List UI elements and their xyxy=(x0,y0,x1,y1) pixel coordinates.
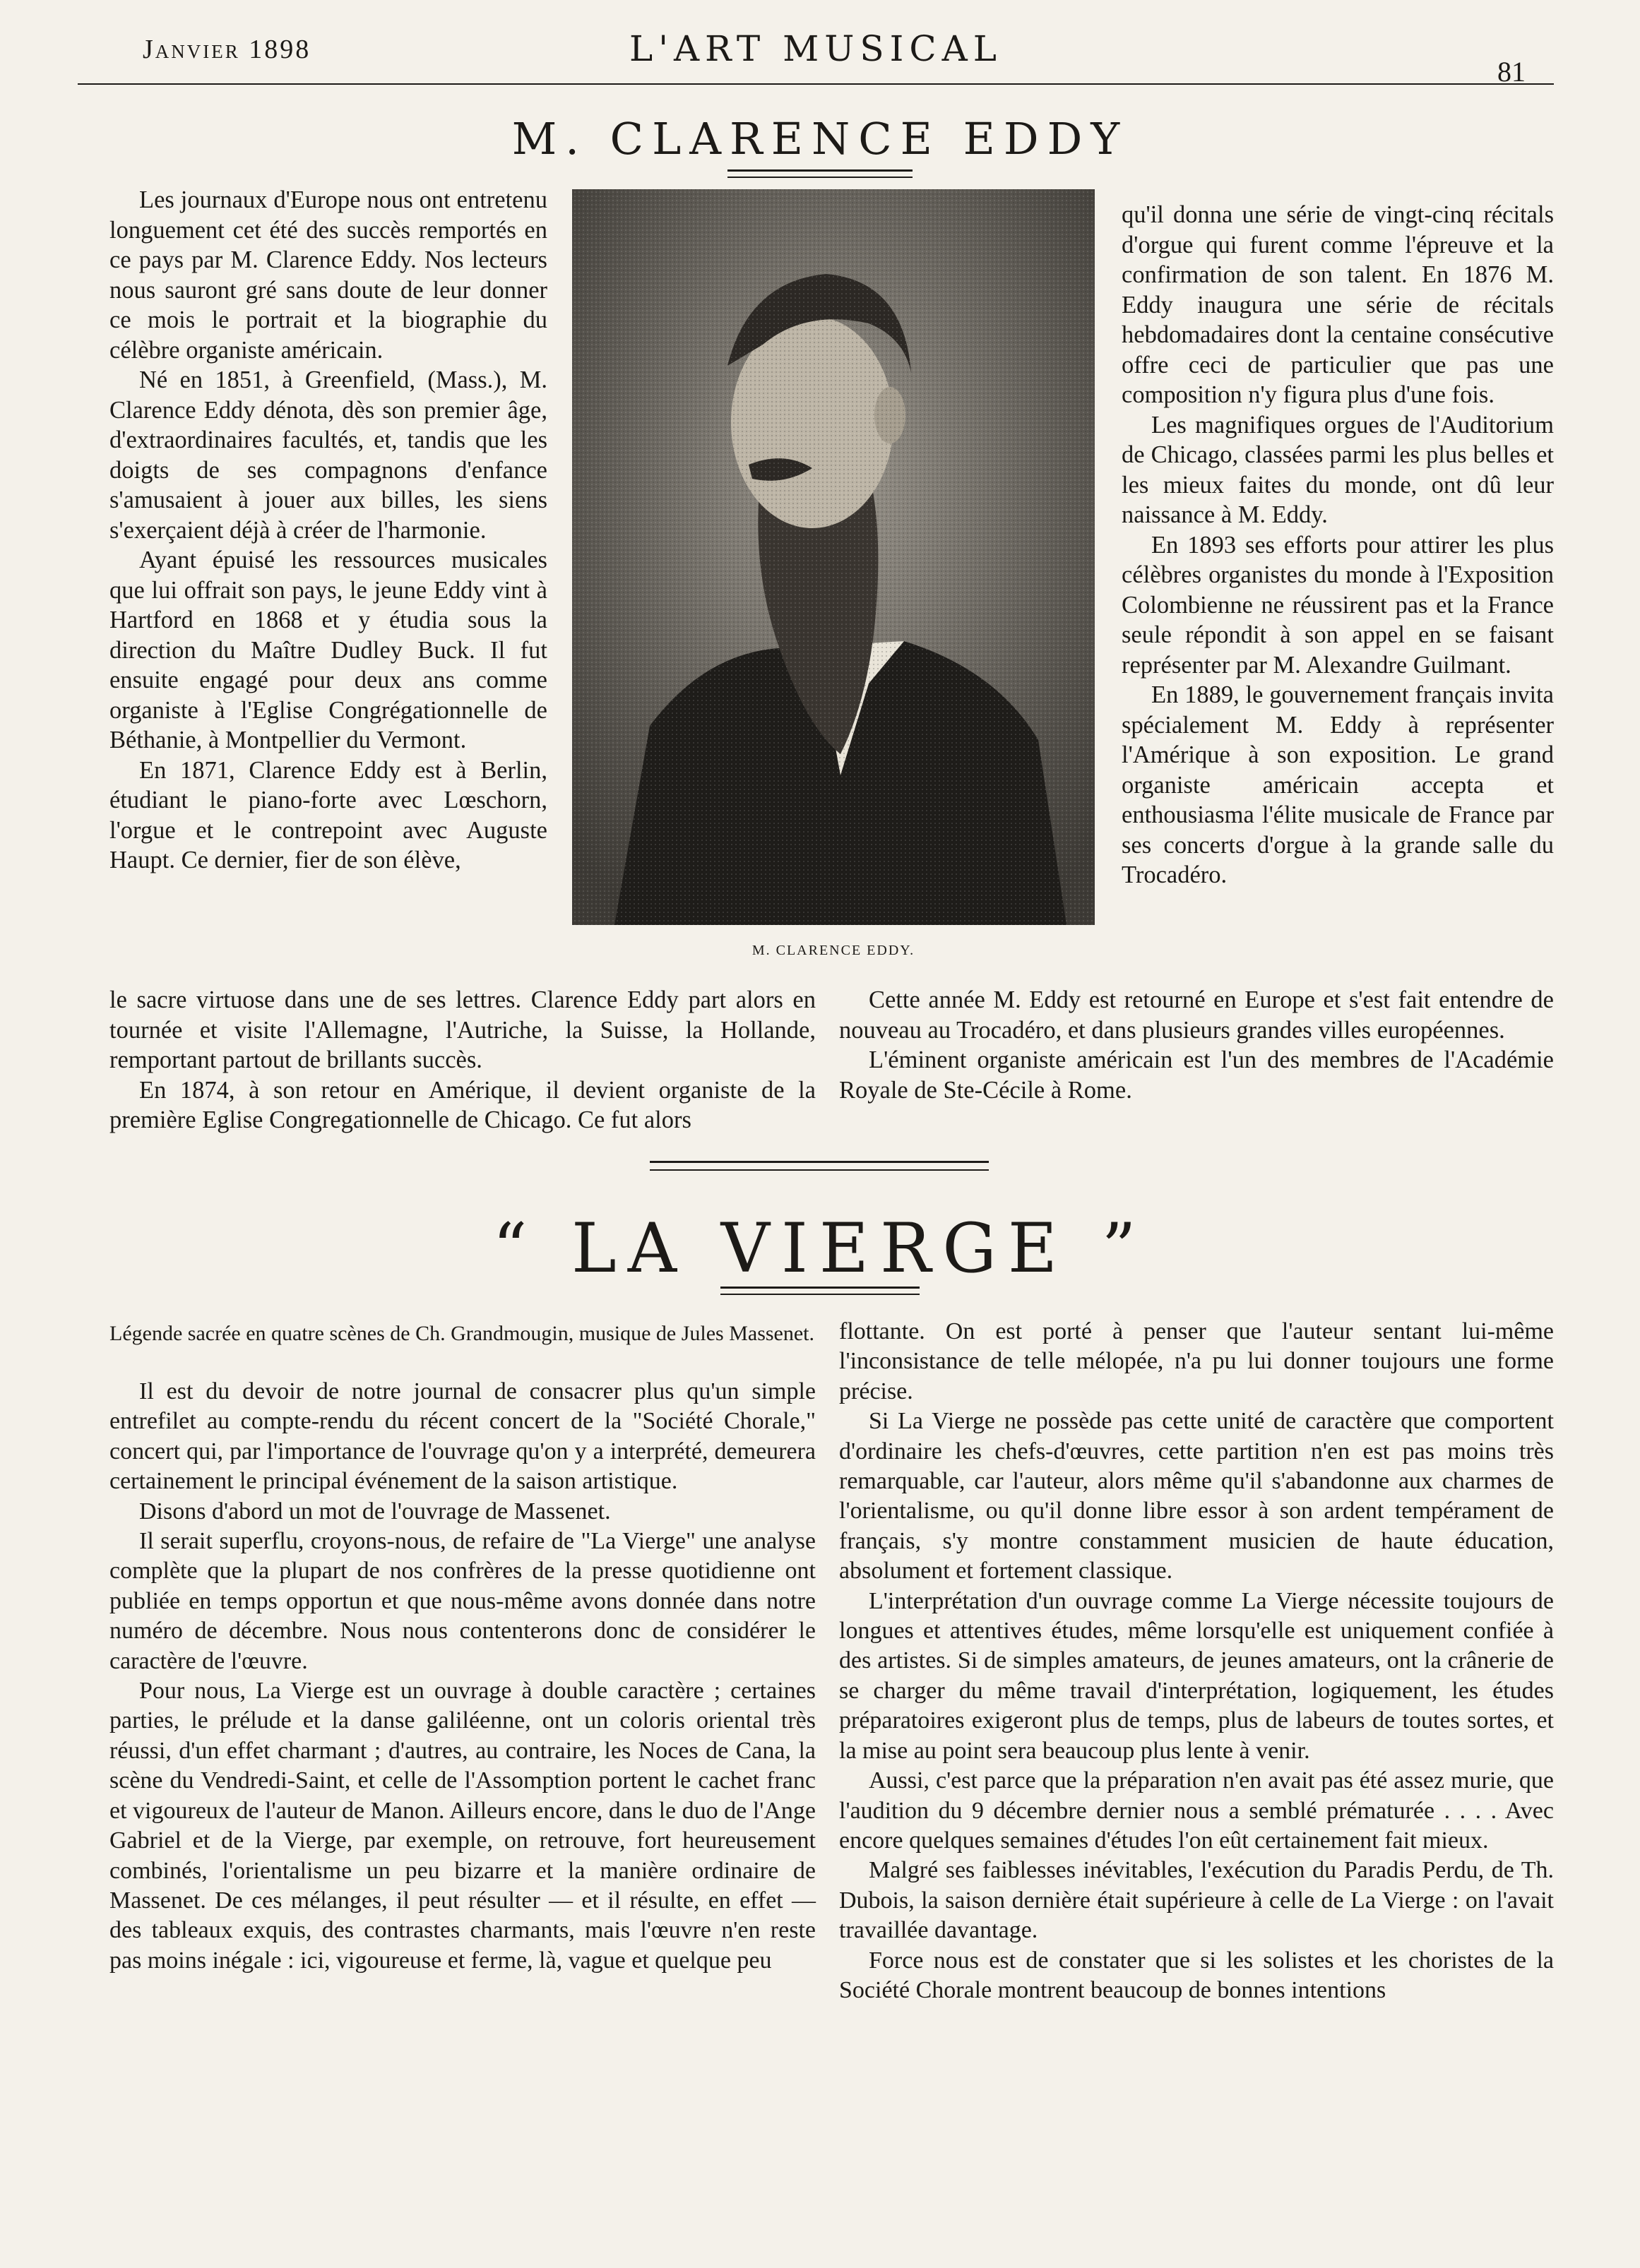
paragraph: En 1871, Clarence Eddy est à Berlin, étudiant le piano-forte avec Lœschorn, l'orgue et le contrepoint avec Auguste Haupt. Ce dernier, fier de son élève, xyxy=(109,756,547,873)
paragraph: Disons d'abord un mot de l'ouvrage de Massenet. xyxy=(139,1498,611,1524)
portrait-image xyxy=(572,189,1095,925)
paragraph: Cette année M. Eddy est retourné en Europe et s'est fait entendre de nouveau au Trocadéro, et dans plusieurs grandes villes européennes. xyxy=(839,986,1554,1044)
paragraph: Aussi, c'est parce que la préparation n'en avait pas été assez murie, que l'audition du 9 décembre dernier nous a semblé prématurée . . . . Avec encore quelques semaines d'études l'on eût certainement fait mieux. xyxy=(839,1767,1554,1854)
paragraph: Pour nous, La Vierge est un ouvrage à double caractère ; certaines parties, le prélude et la danse galiléenne, ont un coloris oriental très réussi, d'un effet charmant ; d'autres, au contraire, les Noces de Cana, la scène du Vendredi-Saint, et celle de l'Assomption portent le cachet franc et vigoureux de l'auteur de Manon. Ailleurs encore, dans le duo de l'Ange Gabriel et de la Vierge, par exemple, on retrouve, fort heureusement combinés, l'orientalisme un peu bizarre et la manière ordinaire de Massenet. De ces mélanges, il peut résulter — et il résulte, en effet — des tableaux exquis, des contrastes charmants, mais l'œuvre n'en reste pas moins inégale : ici, vigoureuse et ferme, là, vague et quelque peu xyxy=(109,1678,816,1974)
paragraph: Né en 1851, à Greenfield, (Mass.), M. Clarence Eddy dénota, dès son premier âge, d'extraordinaires facultés, et, tandis que les doigts de ses compagnons d'enfance s'amusaient à jouer aux billes, les siens s'exerçaient déjà à créer de l'harmonie. xyxy=(109,366,547,544)
paragraph: En 1893 ses efforts pour attirer les plus célèbres organistes du monde à l'Exposition Colombienne ne réussirent pas et la France seule répondit à son appel en se faisant représenter par M. Alexandre Guilmant. xyxy=(1122,531,1554,679)
article-subtitle: Légende sacrée en quatre scènes de Ch. Grandmougin, musique de Jules Massenet. xyxy=(109,1322,815,1345)
paragraph: qu'il donna une série de vingt-cinq récitals d'orgue qui furent comme l'épreuve et la confirmation de son talent. En 1876 M. Eddy inaugura une série de récitals hebdomadaires dont la centaine consécutive offre ceci de particulier que pas une composition n'y figura plus d'une fois. xyxy=(1122,201,1554,408)
issue-date: Janvier 1898 xyxy=(143,35,311,64)
paragraph: Ayant épuisé les ressources musicales que lui offrait son pays, le jeune Eddy vint à Hartford en 1868 et y étudia sous la direction du Maître Dudley Buck. Il fut ensuite engagé pour deux ans comme organiste à l'Eglise Congrégationnelle de Béthanie, à Montpellier du Vermont. xyxy=(109,547,547,753)
title2-rule-bottom xyxy=(720,1294,920,1295)
paragraph: Les magnifiques orgues de l'Auditorium de Chicago, classées parmi les plus belles et les mieux faites du monde, ont dû leur naissance à M. Eddy. xyxy=(1122,411,1554,528)
page-number: 81 xyxy=(1497,56,1526,88)
article-title-eddy: M. CLARENCE EDDY xyxy=(511,113,1129,165)
title-rule-bottom xyxy=(727,177,913,178)
eddy-bottom-right xyxy=(839,985,1554,1105)
paragraph: le sacre virtuose dans une de ses lettres. Clarence Eddy part alors en tournée et visite l'Allemagne, l'Autriche, la Suisse, la Hollande, remportant partout de brillants succès. xyxy=(109,986,816,1073)
paragraph: En 1889, le gouvernement français invita spécialement M. Eddy à représenter l'Amérique à son exposition. Le grand organiste américain accepta et enthousiasma l'élite musicale de France par ses concerts d'orgue à la grande salle du Trocadéro. xyxy=(1122,681,1554,888)
title-rule-top xyxy=(727,169,913,172)
eddy-right-column xyxy=(1122,200,1554,890)
paragraph: flottante. On est porté à penser que l'auteur sentant lui-même l'inconsistance de telle mélopée, n'a pu lui donner toujours une forme précise. xyxy=(839,1318,1554,1404)
running-header xyxy=(78,27,1554,88)
article-title-la-vierge: “ LA VIERGE ” xyxy=(492,1209,1148,1288)
vierge-left-column xyxy=(109,1377,816,1976)
header-rule xyxy=(78,83,1554,85)
section-divider-top xyxy=(650,1161,989,1163)
section-divider-bottom xyxy=(650,1169,989,1171)
portrait-clarence-eddy xyxy=(572,189,1095,925)
paragraph: L'interprétation d'un ouvrage comme La Vierge nécessite toujours de longues et attentives études, même lorsqu'elle est uniquement confiée à des artistes. Si de simples amateurs, de jeunes amateurs, ont la crânerie de se charger du même travail d'interprétation, logiquement, les études préparatoires exigeront plus de temps, plus de labeurs de toutes sortes, et la mise au point sera beaucoup plus lente à venir. xyxy=(839,1587,1554,1764)
paragraph: Il est du devoir de notre journal de consacrer plus qu'un simple entrefilet au compte-rendu du récent concert de la "Société Chorale," concert qui, par l'importance de l'ouvrage qu'on y a interprété, demeurera certainement le principal événement de la saison artistique. xyxy=(109,1378,816,1495)
paragraph: Il serait superflu, croyons-nous, de refaire de "La Vierge" une analyse complète que la plupart de nos confrères de la presse quotidienne ont publiée en temps opportun et que nous-même avons donnée dans notre numéro de décembre. Nous nous contenterons donc de considérer le caractère de l'œuvre. xyxy=(109,1528,816,1674)
masthead-title: L'ART MUSICAL xyxy=(629,28,1002,69)
paragraph: Si La Vierge ne possède pas cette unité de caractère que comportent d'ordinaire les chefs-d'œuvres, cette partition n'en est pas moins très remarquable, car l'auteur, alors même qu'il s'abandonne aux charmes de l'orientalisme, ou qu'il donne libre essor à son ardent tempérament de français, s'y montre constamment musicien de haute éducation, absolument et fortement classique. xyxy=(839,1408,1554,1584)
vierge-right-column xyxy=(839,1317,1554,2005)
paragraph: Les journaux d'Europe nous ont entretenu longuement cet été des succès remportés en ce pays par M. Clarence Eddy. Nos lecteurs nous sauront gré sans doute de leur donner ce mois le portrait et la biographie du célèbre organiste américain. xyxy=(109,186,547,364)
paragraph: En 1874, à son retour en Amérique, il devient organiste de la première Eglise Congregationnelle de Chicago. Ce fut alors xyxy=(109,1076,816,1133)
eddy-bottom-left xyxy=(109,985,816,1135)
portrait-caption: M. CLARENCE EDDY. xyxy=(751,943,915,958)
paragraph: Force nous est de constater que si les solistes et les choristes de la Société Chorale montrent beaucoup de bonnes intentions xyxy=(839,1947,1554,2003)
paragraph: Malgré ses faiblesses inévitables, l'exécution du Paradis Perdu, de Th. Dubois, la saison dernière était supérieure à celle de La Vierge : on l'avait travaillée davantage. xyxy=(839,1857,1554,1944)
paragraph: L'éminent organiste américain est l'un des membres de l'Académie Royale de Ste-Cécile à Rome. xyxy=(839,1046,1554,1104)
title2-rule-top xyxy=(720,1287,920,1289)
eddy-left-column xyxy=(109,185,547,876)
